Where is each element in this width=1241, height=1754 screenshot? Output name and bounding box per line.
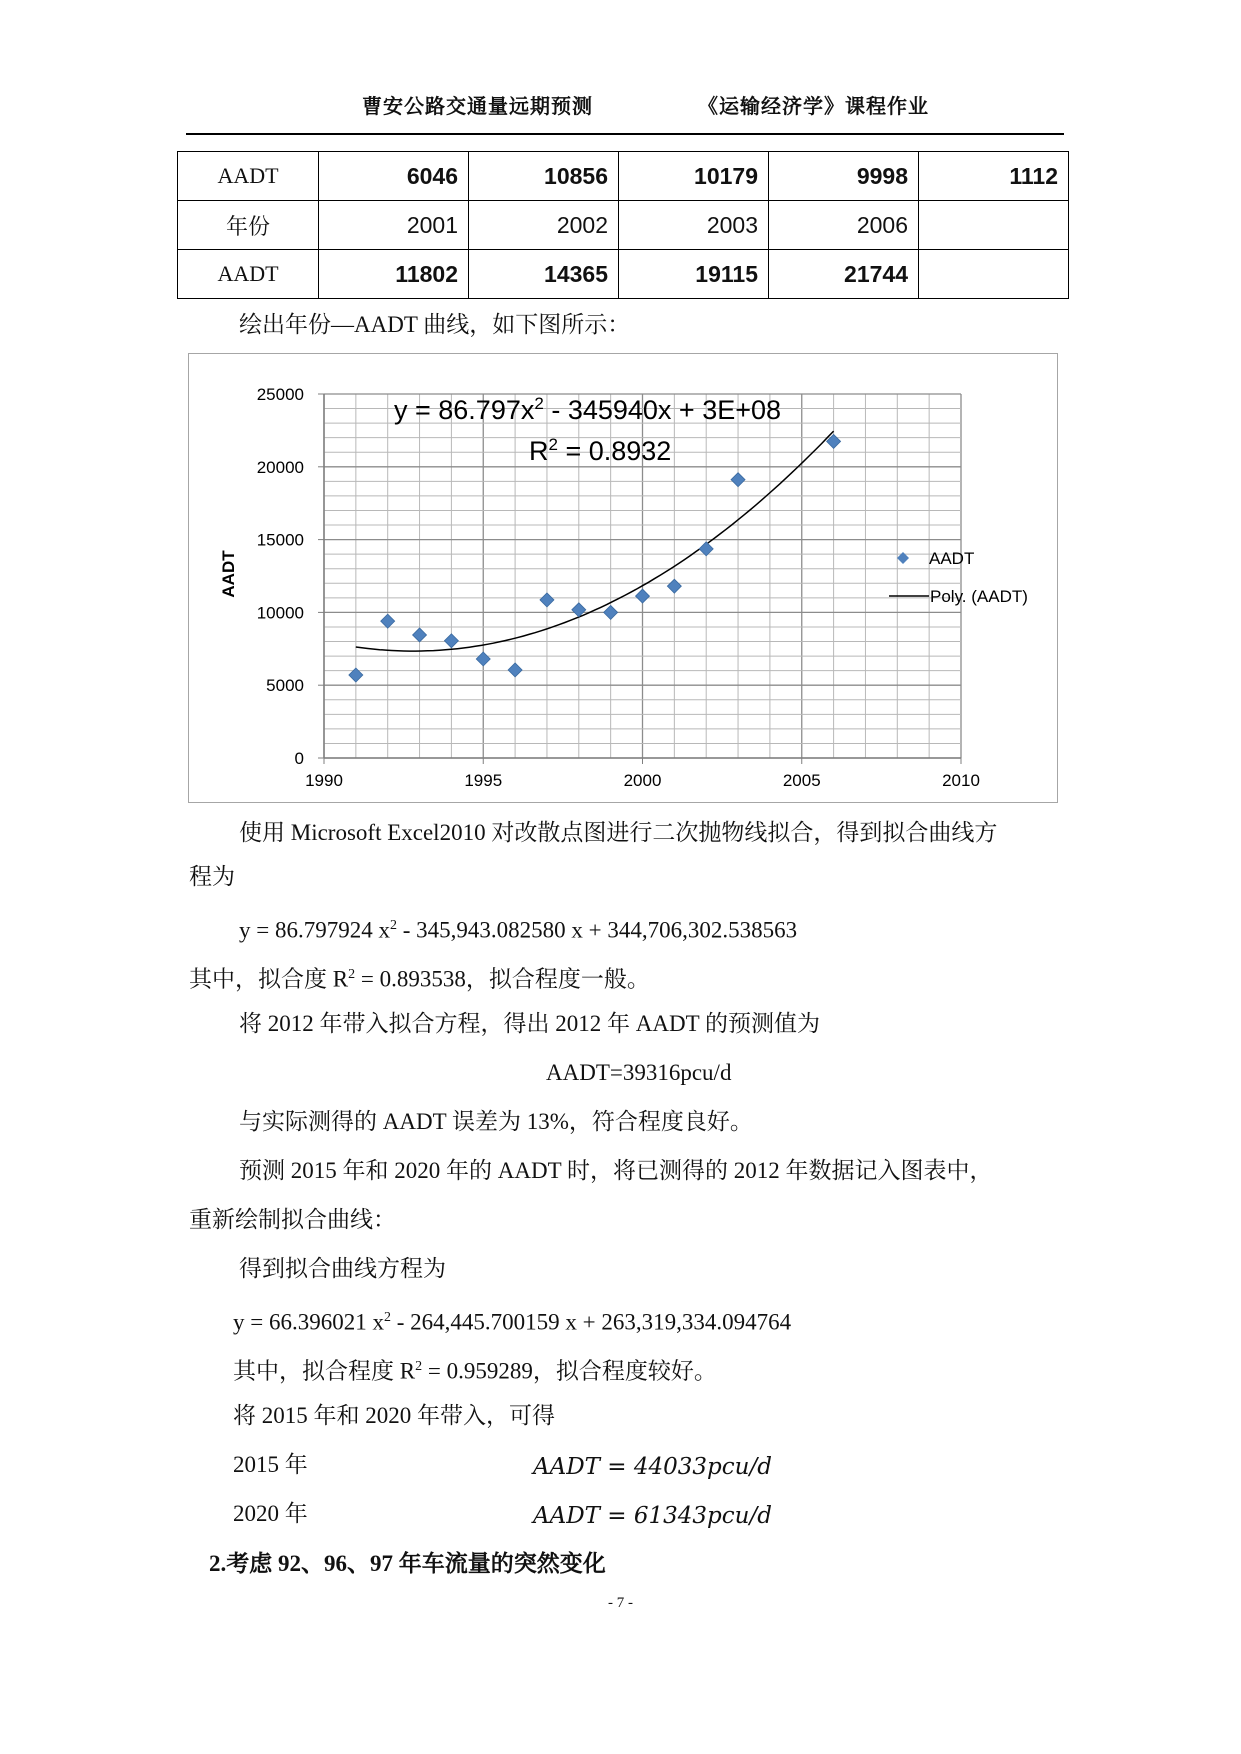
y-tick-label: 10000 <box>256 603 304 623</box>
paragraph-line: 预测 2015 年和 2020 年的 AADT 时，将已测得的 2012 年数据记入图表中， <box>239 1158 993 1183</box>
equation-1: y = 86.797924 $x^2 - 345,943.082580$ x + 344,706,302.538563 <box>239 917 798 943</box>
table-cell: 2003 <box>619 201 769 250</box>
trendline-r-squared: $R^2 = 0.8932$ <box>529 435 672 466</box>
y-tick-label: 0 <box>294 749 304 768</box>
legend-label-trend: Poly. (AADT) <box>930 587 1028 606</box>
r-squared-1: 其中，拟合度 $R^2 = 0.893538$，拟合程度一般。 <box>189 966 650 992</box>
aadt-table <box>177 151 1069 299</box>
table-cell: 2006 <box>769 201 919 250</box>
y-axis-label: AADT <box>219 550 238 598</box>
x-tick-label: 2010 <box>942 771 980 790</box>
row-label: AADT <box>178 250 319 299</box>
data-point <box>444 634 458 648</box>
aadt-2012-result: AADT=39316pcu/d <box>546 1060 732 1085</box>
data-point <box>413 628 427 642</box>
table-cell: 14365 <box>469 250 619 299</box>
table-row <box>178 250 1069 299</box>
paragraph-line: 使用 Microsoft Excel2010 对改散点图进行二次抛物线拟合，得到拟合曲线方 <box>239 820 998 845</box>
x-tick-label: 2005 <box>782 771 821 790</box>
paragraph-line: 程为 <box>189 864 235 889</box>
table-cell: 19115 <box>619 250 769 299</box>
x-tick-label: 2000 <box>623 771 662 790</box>
table-cell <box>919 250 1069 299</box>
table-cell: 1112 <box>919 152 1069 201</box>
header-rule <box>186 133 1064 135</box>
year-2015-label: 2015 年 <box>233 1452 308 1477</box>
y-tick-label: 15000 <box>256 530 304 550</box>
x-tick-label: 1995 <box>464 771 503 790</box>
table-row <box>178 201 1069 250</box>
table-row <box>178 152 1069 201</box>
y-tick-label: 5000 <box>266 676 304 696</box>
header-title-left: 曹安公路交通量远期预测 <box>362 96 593 118</box>
r-squared-2: 其中，拟合程度 $R^2 = 0.959289$，拟合程度较好。 <box>233 1358 717 1384</box>
aadt-scatter-chart <box>189 354 1057 802</box>
table-cell: 11802 <box>319 250 469 299</box>
y-tick-label: 25000 <box>256 385 304 404</box>
data-point <box>731 473 745 487</box>
table-cell: 2001 <box>319 201 469 250</box>
paragraph-line: 将 2012 年带入拟合方程，得出 2012 年 AADT 的预测值为 <box>239 1011 820 1036</box>
data-point <box>349 668 363 682</box>
data-point <box>476 652 490 666</box>
y-tick-label: 20000 <box>256 457 304 477</box>
data-point <box>636 589 650 603</box>
data-point <box>604 605 618 619</box>
aadt-2020-value: AADT = 61343pcu/d <box>533 1503 772 1529</box>
table-cell: 2002 <box>469 201 619 250</box>
chart-frame <box>188 353 1058 803</box>
aadt-2015-value: AADT = 44033pcu/d <box>533 1454 772 1480</box>
data-point <box>667 579 681 593</box>
paragraph-line: 将 2015 年和 2020 年带入，可得 <box>233 1403 555 1428</box>
paragraph-line: 与实际测得的 AADT 误差为 13%，符合程度良好。 <box>239 1109 753 1134</box>
trendline-equation: $y = 86.797x^2 - 345940x + 3E+08$ <box>394 394 782 425</box>
table-cell: 6046 <box>319 152 469 201</box>
equation-2: y = 66.396021 $x^2 - 264,445.700159$ x + 263,319,334.094764 <box>233 1309 792 1335</box>
data-point <box>508 663 522 677</box>
row-label: AADT <box>178 152 319 201</box>
paragraph-line: 得到拟合曲线方程为 <box>239 1256 446 1281</box>
section-heading: 2.考虑 92、96、97 年车流量的突然变化 <box>209 1551 606 1576</box>
paragraph-line: 重新绘制拟合曲线： <box>189 1207 396 1232</box>
data-point <box>540 593 554 607</box>
table-cell: 10856 <box>469 152 619 201</box>
table-cell <box>919 201 1069 250</box>
table-cell: 9998 <box>769 152 919 201</box>
data-point <box>381 614 395 628</box>
table-cell: 10179 <box>619 152 769 201</box>
table-cell: 21744 <box>769 250 919 299</box>
year-2020-label: 2020 年 <box>233 1501 308 1526</box>
chart-intro-text: 绘出年份—AADT 曲线，如下图所示： <box>239 312 631 337</box>
page-number: - 7 - <box>608 1595 633 1611</box>
scatter-points <box>349 434 841 682</box>
x-tick-label: 1990 <box>305 771 343 790</box>
legend-label-aadt: AADT <box>929 549 975 568</box>
header-title-right: 《运输经济学》课程作业 <box>698 96 929 118</box>
row-label: 年份 <box>178 201 319 250</box>
